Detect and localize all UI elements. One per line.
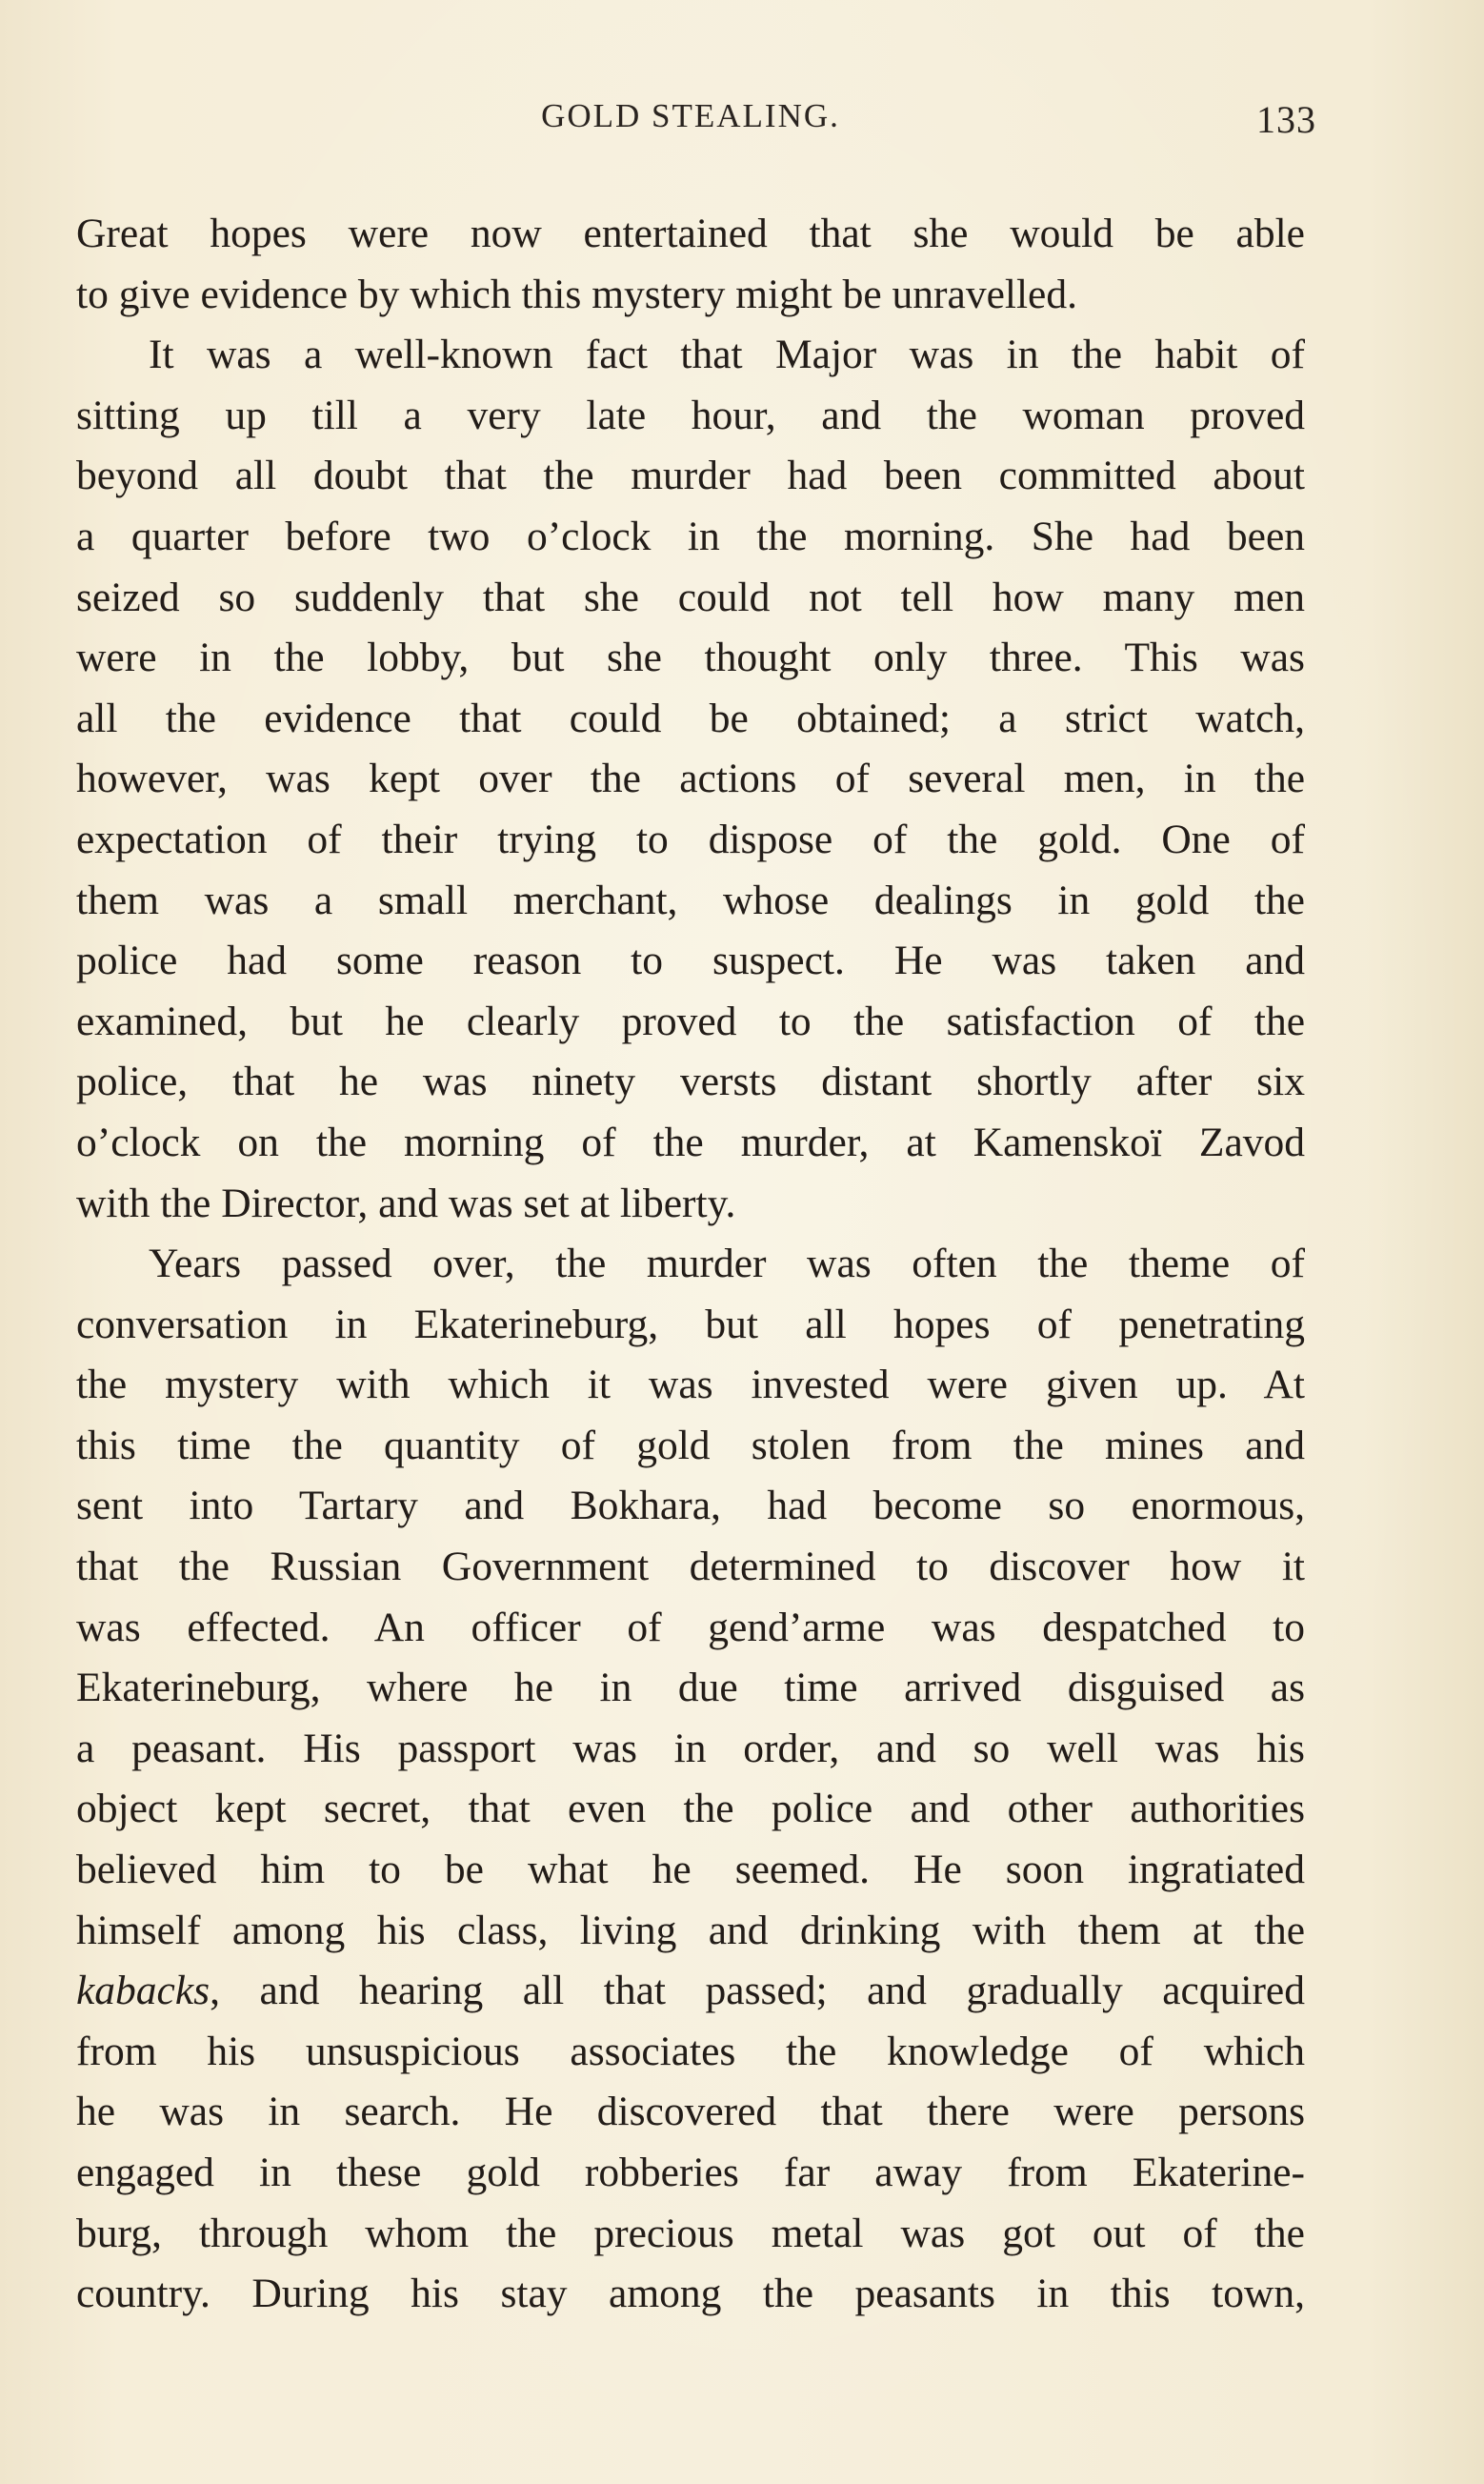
text-line: a peasant. His passport was in order, and so well was his — [76, 1725, 1305, 1771]
text-line: believed him to be what he seemed. He soon ingratiated — [76, 1847, 1305, 1893]
text-line: sent into Tartary and Bokhara, had become so enormous, — [76, 1483, 1305, 1529]
italic-word: kabacks — [76, 1968, 211, 2014]
text-line: all the evidence that could be obtained; a strict watch, — [76, 695, 1305, 741]
text-line: object kept secret, that even the police and other authorities — [76, 1786, 1305, 1832]
text-line-with-italic — [76, 1961, 1305, 2022]
text-line: burg, through whom the precious metal was got out of the — [76, 2210, 1305, 2256]
running-title: GOLD STEALING. — [541, 97, 840, 134]
text-line: this time the quantity of gold stolen from the mines and — [76, 1422, 1305, 1468]
page-number: 133 — [1256, 98, 1316, 141]
text-line: country. During his stay among the peasants in this town, — [76, 2271, 1305, 2317]
text-line: police had some reason to suspect. He was taken and — [76, 938, 1305, 984]
text-line: It was a well-known fact that Major was in the habit of — [149, 332, 1305, 378]
text-line: with the Director, and was set at liberty. — [76, 1180, 736, 1226]
text-line: however, was kept over the actions of several men, in the — [76, 756, 1305, 802]
text-line: sitting up till a very late hour, and the woman proved — [76, 392, 1305, 438]
text-line: conversation in Ekaterineburg, but all hopes of penetrating — [76, 1301, 1305, 1347]
text-line: engaged in these gold robberies far away from Ekaterine- — [76, 2150, 1305, 2195]
text-line: the mystery with which it was invested were given up. At — [76, 1362, 1305, 1408]
text-line: expectation of their trying to dispose of the gold. One of — [76, 816, 1305, 862]
text-line: Great hopes were now entertained that she would be able — [76, 211, 1305, 256]
text-line: seized so suddenly that she could not tell how many men — [76, 574, 1305, 620]
text-line-rest: , and hearing all that passed; and gradually acquired — [210, 1968, 1305, 2014]
text-line: examined, but he clearly proved to the satisfaction of the — [76, 998, 1305, 1044]
text-line: was effected. An officer of gend’arme was despatched to — [76, 1604, 1305, 1650]
text-line: o’clock on the morning of the murder, at Kamenskoï Zavod — [76, 1119, 1305, 1165]
text-line: were in the lobby, but she thought only three. This was — [76, 635, 1305, 681]
text-line: that the Russian Government determined to discover how it — [76, 1544, 1305, 1590]
text-line: from his unsuspicious associates the knowledge of which — [76, 2028, 1305, 2074]
text-line: Ekaterineburg, where he in due time arrived disguised as — [76, 1665, 1305, 1711]
running-head — [76, 97, 1316, 154]
text-line: beyond all doubt that the murder had been committed about — [76, 453, 1305, 499]
text-line: them was a small merchant, whose dealings in gold the — [76, 877, 1305, 923]
text-line: a quarter before two o’clock in the morning. She had been — [76, 513, 1305, 559]
text-line: police, that he was ninety versts distant shortly after six — [76, 1059, 1305, 1105]
text-line: to give evidence by which this mystery might be unravelled. — [76, 271, 1077, 317]
text-line: himself among his class, living and drinking with them at the — [76, 1907, 1305, 1953]
body-text — [76, 204, 1305, 2325]
text-line: Years passed over, the murder was often the theme of — [149, 1241, 1305, 1287]
text-line: he was in search. He discovered that there were persons — [76, 2089, 1305, 2135]
